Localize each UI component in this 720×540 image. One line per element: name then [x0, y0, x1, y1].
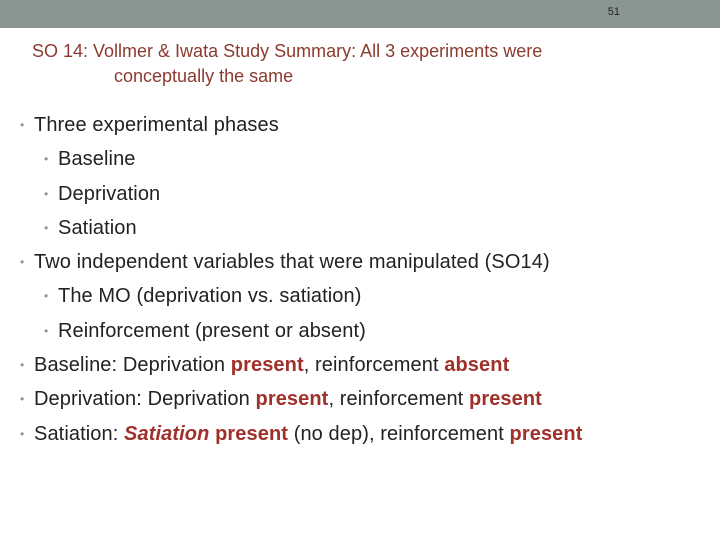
deprivation-bullet: • Deprivation: Deprivation present, reinforcement present [0, 382, 720, 416]
bullet-dot-icon: • [44, 186, 49, 201]
bullet-dot-icon: • [20, 118, 25, 132]
bullet-item: • Three experimental phases [0, 108, 720, 142]
sub-bullet-item: • Satiation [0, 211, 720, 245]
sub-bullet-item: • The MO (deprivation vs. satiation) [0, 279, 720, 313]
satiation-bullet: • Satiation: Satiation present (no dep), reinforcement present [0, 417, 720, 451]
bullet-dot-icon: • [20, 392, 25, 407]
sub-bullet-item: • Reinforcement (present or absent) [0, 314, 720, 348]
bullet-dot-icon: • [20, 255, 25, 270]
bullet-dot-icon: • [20, 426, 25, 441]
slide-number: 51 [607, 6, 620, 18]
bullet-dot-icon: • [44, 220, 49, 235]
slide-title [32, 39, 692, 89]
bullet-dot-icon: • [44, 152, 49, 167]
highlight-text: Satiation [124, 422, 210, 445]
highlight-text: present [469, 388, 542, 411]
highlight-text: present [215, 422, 289, 445]
highlight-text: absent [444, 354, 510, 377]
bullet-list [0, 108, 720, 451]
slide-title-line2: conceptually the same [114, 66, 294, 86]
baseline-bullet: • Baseline: Deprivation present, reinforcement absent [0, 348, 720, 382]
top-bar [0, 0, 720, 28]
bullet-dot-icon: • [44, 323, 49, 338]
bullet-dot-icon: • [44, 289, 49, 304]
sub-bullet-item: • Baseline [0, 142, 720, 176]
bullet-dot-icon: • [20, 358, 25, 373]
highlight-text: present [230, 354, 304, 377]
slide-title-line1: SO 14: Vollmer & Iwata Study Summary: All 3 experiments were [32, 41, 543, 61]
bullet-item: • Two independent variables that were manipulated (SO14) [0, 245, 720, 279]
highlight-text: present [509, 422, 583, 445]
highlight-text: present [255, 388, 329, 411]
sub-bullet-item: • Deprivation [0, 177, 720, 211]
